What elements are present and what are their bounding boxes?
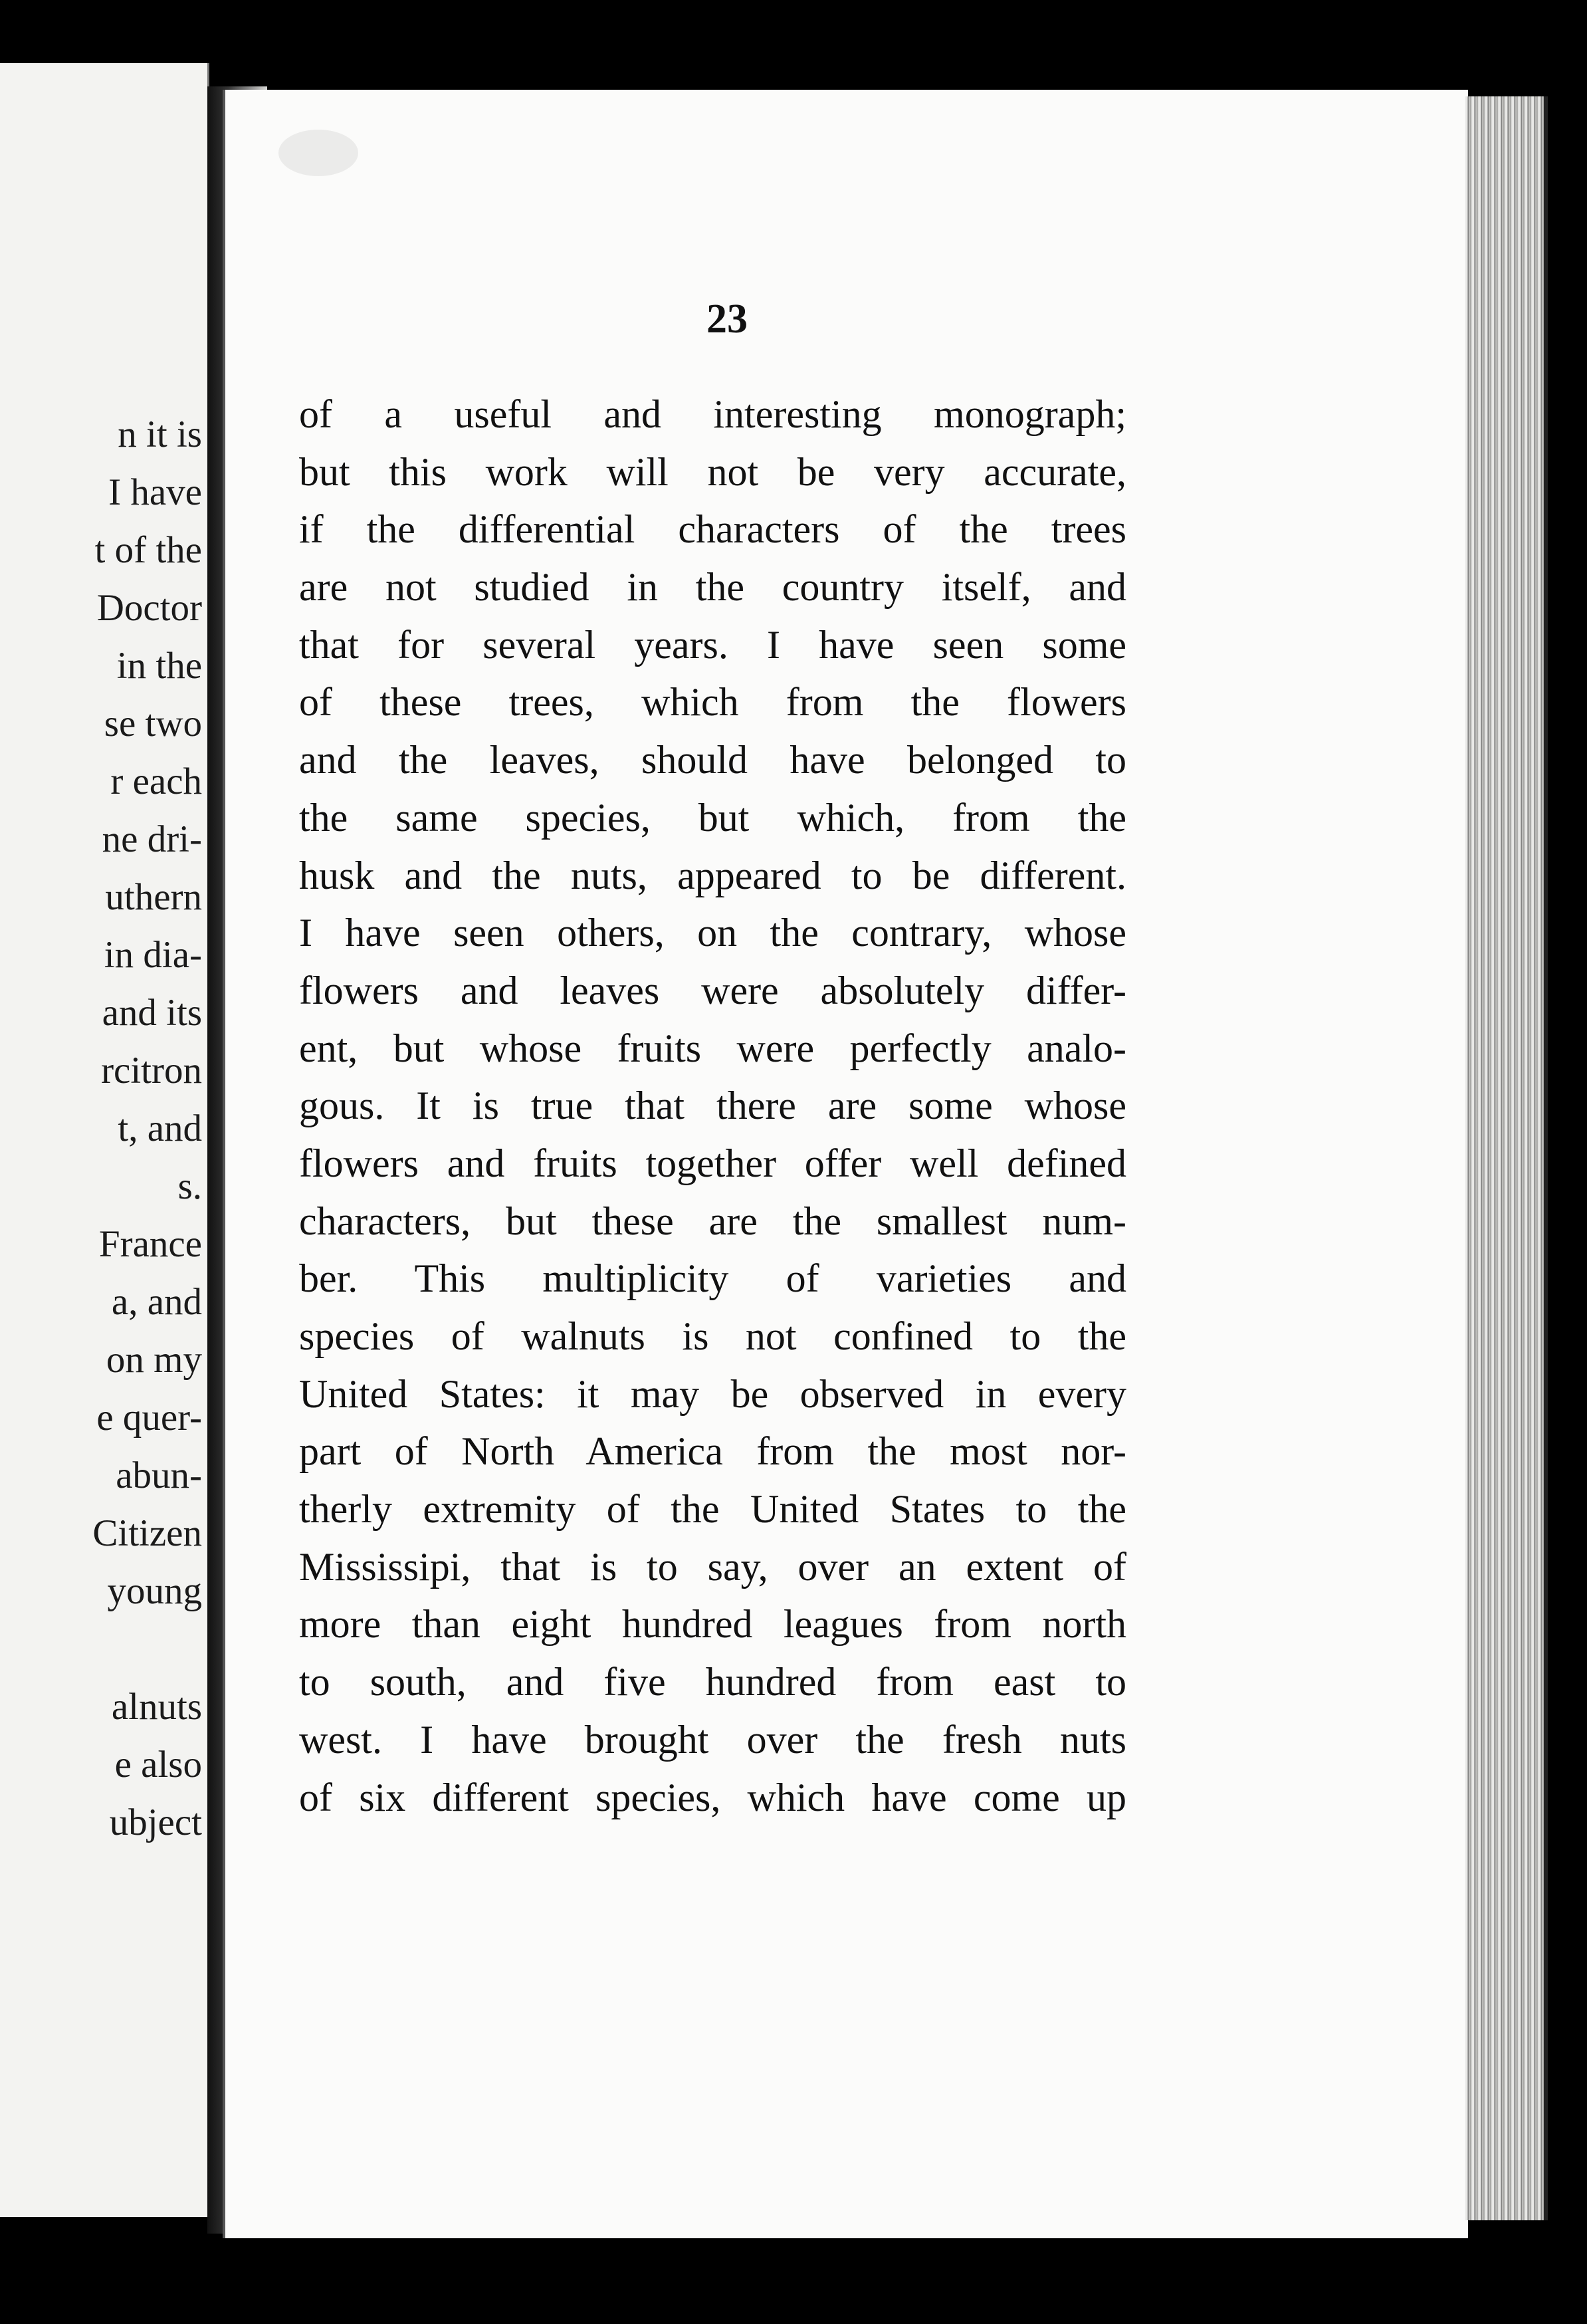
left-page-line: ubject — [109, 1801, 202, 1843]
body-text-line: of six different species, which have come up — [299, 1775, 1126, 1819]
body-text-line: if the differential characters of the trees — [299, 507, 1126, 552]
left-page-line: e quer- — [96, 1397, 202, 1439]
body-text-line: but this work will not be very accurate, — [299, 449, 1126, 494]
body-text-line: species of walnuts is not confined to the — [299, 1314, 1126, 1358]
left-page-line: t of the — [94, 529, 202, 571]
body-text-line: west. I have brought over the fresh nuts — [299, 1717, 1126, 1762]
left-page-line: Doctor — [96, 587, 202, 629]
body-text-line: flowers and fruits together offer well defined — [299, 1141, 1126, 1185]
body-text-line: Mississipi, that is to say, over an extent of — [299, 1544, 1126, 1589]
body-text-line: husk and the nuts, appeared to be different. — [299, 853, 1126, 897]
body-text-line: of a useful and interesting monograph; — [299, 392, 1126, 436]
body-text — [299, 386, 1126, 1826]
left-page-line: n it is — [118, 413, 202, 455]
body-text-line: ent, but whose fruits were perfectly analo- — [299, 1026, 1126, 1070]
left-page-line: young — [107, 1570, 202, 1612]
left-page-line: se two — [104, 703, 202, 745]
left-page-line: s. — [177, 1165, 202, 1207]
body-text-line: part of North America from the most nor- — [299, 1429, 1126, 1474]
left-page-line: uthern — [105, 876, 202, 918]
left-page-line: alnuts — [111, 1686, 202, 1728]
body-text-line: characters, but these are the smallest num- — [299, 1199, 1126, 1243]
left-page-line: a, and — [111, 1281, 202, 1323]
body-text-line: of these trees, which from the flowers — [299, 680, 1126, 725]
left-page-line: I have — [108, 471, 202, 513]
left-page-line: in the — [116, 645, 202, 687]
body-text-line: to south, and five hundred from east to — [299, 1660, 1126, 1704]
left-page-line: e also — [114, 1744, 202, 1786]
body-text-line: and the leaves, should have belonged to — [299, 738, 1126, 782]
left-page-line: r each — [110, 760, 202, 802]
body-text-line: more than eight hundred leagues from north — [299, 1602, 1126, 1647]
body-text-line: flowers and leaves were absolutely differ- — [299, 968, 1126, 1012]
left-page-line: Citizen — [92, 1512, 202, 1554]
left-facing-page — [0, 63, 209, 2217]
body-text-line: are not studied in the country itself, and — [299, 565, 1126, 610]
body-text-line: that for several years. I have seen some — [299, 622, 1126, 667]
body-text-line: ber. This multiplicity of varieties and — [299, 1256, 1126, 1301]
page-edges — [1465, 96, 1548, 2220]
body-text-line: United States: it may be observed in every — [299, 1371, 1126, 1416]
left-page-line: on my — [106, 1339, 202, 1381]
left-page-line: in dia- — [104, 934, 202, 976]
left-page-line: t, and — [118, 1107, 202, 1149]
body-text-line: I have seen others, on the contrary, whose — [299, 911, 1126, 955]
left-page-line: France — [98, 1223, 202, 1265]
page-number: 23 — [706, 296, 748, 342]
body-text-line: therly extremity of the United States to the — [299, 1487, 1126, 1532]
paper-stain — [278, 130, 358, 176]
left-page-line: rcitron — [101, 1050, 202, 1092]
left-page-line: and its — [102, 992, 202, 1034]
body-text-line: the same species, but which, from the — [299, 795, 1126, 840]
body-text-line: gous. It is true that there are some whose — [299, 1084, 1126, 1128]
left-page-line: ne dri- — [102, 818, 202, 860]
left-page-line: abun- — [116, 1454, 202, 1496]
